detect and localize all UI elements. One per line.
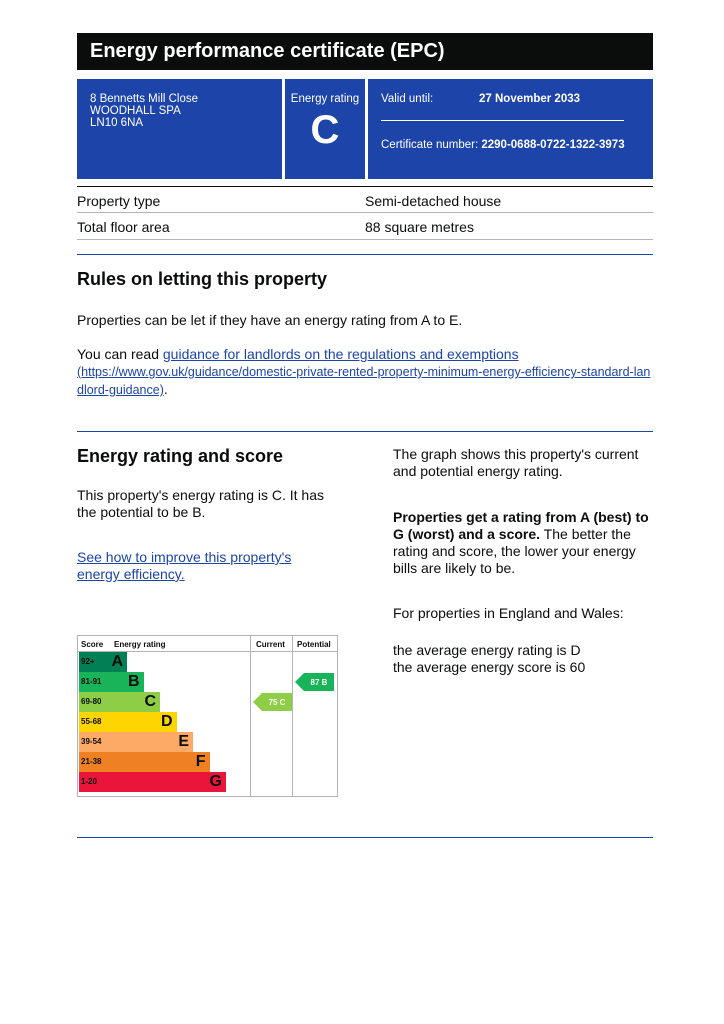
average-score-text: the average energy score is 60 [393,659,586,675]
rating-scale-paragraph [393,509,655,577]
guidance-prefix: You can read [77,346,163,362]
section-divider [77,837,653,838]
potential-rating-arrow-label: 87 B [310,678,328,687]
band-letter: B [127,673,140,690]
chart-header-current: Current [256,640,285,649]
current-rating-arrow-label: 75 C [268,698,286,707]
rating-band-e [79,732,193,752]
band-score-range: 81-91 [81,677,102,686]
band-score-range: 69-80 [81,697,102,706]
chart-header-score: Score [81,640,104,649]
rating-paragraph: This property's energy rating is C. It has the potential to be B. [77,487,324,520]
property-type-row [77,186,653,213]
band-letter: G [209,773,222,790]
chart-header-rating: Energy rating [114,640,166,649]
rating-scale-rest: The better the rating and score, the lower your energy bills are likely to be. [393,526,636,576]
average-rating-text: the average energy rating is D [393,642,581,658]
rating-band-g [79,772,226,792]
band-score-range: 39-54 [81,737,102,746]
letting-heading: Rules on letting this property [77,269,328,289]
floor-area-row [77,213,653,240]
valid-until-value: 27 November 2033 [479,93,581,105]
energy-rating-heading: Energy rating and score [77,446,284,466]
arrow-tip [253,693,262,711]
rating-band-d [79,712,177,732]
energy-rating-label: Energy rating [290,93,360,105]
floor-area-label: Total floor area [77,219,170,235]
divider [381,120,624,121]
chart-column-divider [292,636,293,796]
certificate-number-label: Certificate number: [381,139,479,151]
guidance-suffix: . [163,381,168,397]
rating-band-c [79,692,160,712]
address-panel [77,79,282,179]
band-score-range: 92+ [81,657,95,666]
floor-area-value: 88 square metres [365,219,474,235]
band-score-range: 21-38 [81,757,102,766]
address-line-1: 8 Bennetts Mill Close [90,93,199,105]
band-score-range: 1-20 [81,777,98,786]
band-letter: F [195,753,206,770]
energy-rating-panel [285,79,365,179]
validity-panel [368,79,653,179]
guidance-url-link[interactable]: (https://www.gov.uk/guidance/domestic-private-rented-property-minimum-energy-efficiency-standard-landlord-guidance) [77,365,651,397]
letting-paragraph: Properties can be let if they have an energy rating from A to E. [77,312,463,328]
region-text: For properties in England and Wales: [393,605,624,621]
certificate-number-value: 2290-0688-0722-1322-3973 [481,139,625,151]
page-title: Energy performance certificate (EPC) [77,33,653,70]
valid-until-label: Valid until: [381,93,434,105]
band-score-range: 55-68 [81,717,102,726]
section-divider [77,254,653,255]
guidance-link[interactable]: guidance for landlords on the regulations and exemptions [162,346,519,362]
property-type-label: Property type [77,193,161,209]
arrow-tip [295,673,304,691]
band-letter: C [144,693,156,710]
band-letter: E [178,733,189,750]
guidance-paragraph [77,346,653,399]
improve-efficiency-link[interactable]: See how to improve this property's energy efficiency. [77,549,292,582]
rating-band-f [79,752,210,772]
chart-header-potential: Potential [297,640,331,649]
address-line-2: WOODHALL SPA [90,105,181,117]
rating-band-a [79,652,127,672]
potential-rating-arrow [304,673,334,691]
address-line-3: LN10 6NA [90,117,144,129]
band-letter: D [160,713,173,730]
chart-column-divider [250,636,251,796]
band-letter: A [111,653,123,670]
graph-explanation: The graph shows this property's current and potential energy rating. [393,446,639,479]
current-rating-arrow [262,693,292,711]
epc-rating-chart [77,635,338,797]
rating-band-b [79,672,144,692]
rating-scale-bold: Properties get a rating from A (best) to G (worst) and a score. [393,509,649,542]
energy-rating-value: C [310,108,340,152]
property-type-value: Semi-detached house [365,193,502,209]
section-divider [77,431,653,432]
